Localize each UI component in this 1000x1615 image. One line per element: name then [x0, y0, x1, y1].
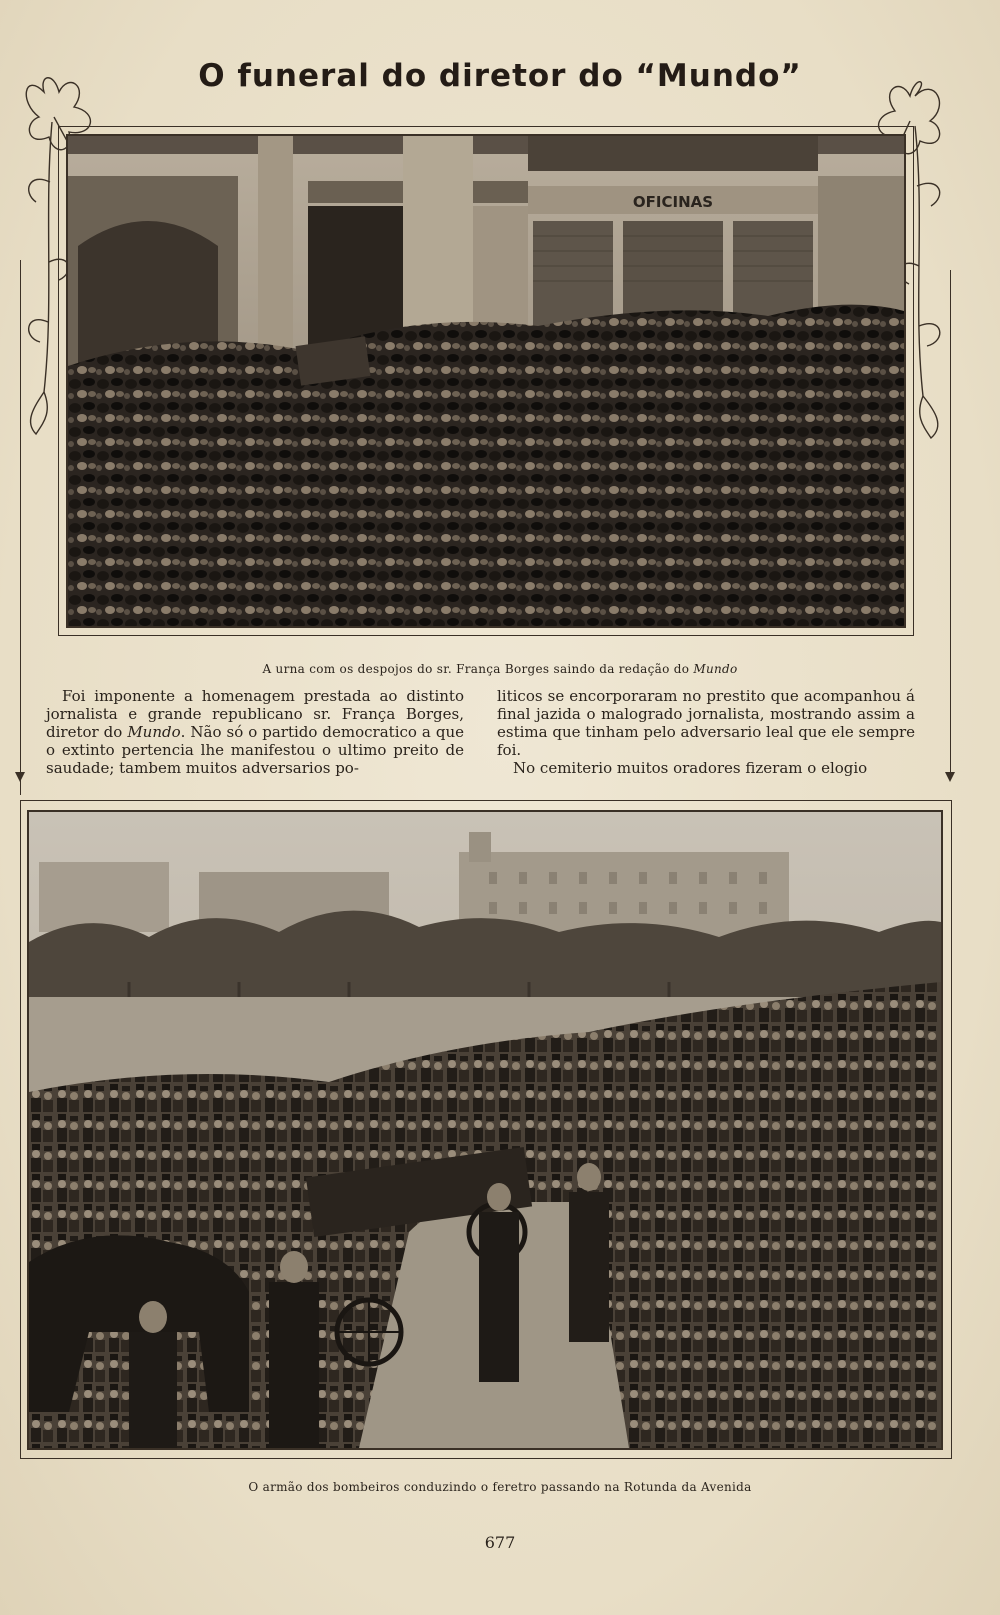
- frame-rule-left-top: [20, 260, 21, 795]
- col-left-text-1: Foi imponente a homenagem prestada ao distinto jornalista e grande republicano sr. França Borges, diretor do: [46, 687, 464, 741]
- article-column-left: [46, 687, 464, 777]
- photo1-caption-text: A urna com os despojos do sr. França Borges saindo da redação do: [262, 662, 694, 676]
- frame-arrow-right-icon: [945, 772, 955, 782]
- photo2-caption: O armão dos bombeiros conduzindo o feretro passando na Rotunda da Avenida: [248, 1480, 752, 1494]
- col-left-italic: Mundo: [127, 723, 181, 741]
- photo-funeral-urn-leaving-newsroom: [66, 134, 906, 628]
- article-title: O funeral do diretor do “Mundo”: [198, 58, 802, 94]
- frame-arrow-left-icon: [15, 772, 25, 782]
- article-column-right: [497, 687, 915, 777]
- col-right-text-2: No cemiterio muitos oradores fizeram o elogio: [513, 759, 868, 777]
- photo1-caption: [0, 662, 1000, 676]
- photo1-sign-text: OFICINAS: [632, 193, 714, 211]
- page-number: 677: [484, 1533, 516, 1552]
- frame-rule-right-top: [950, 270, 951, 780]
- photo-fire-brigade-hearse-rotunda: [27, 810, 943, 1450]
- col-right-text-1: liticos se encorporaram no prestito que acompanhou á final jazida o malogrado jornalista, mostrando assim a estima que tinham pelo adversario leal que ele sempre foi.: [497, 687, 915, 759]
- col-left-text-2: . Não só o partido democratico a que o extinto pertencia lhe manifestou o ultimo preito de saudade; tambem muitos adversarios po-: [46, 723, 464, 777]
- photo1-caption-italic: Mundo: [693, 662, 738, 676]
